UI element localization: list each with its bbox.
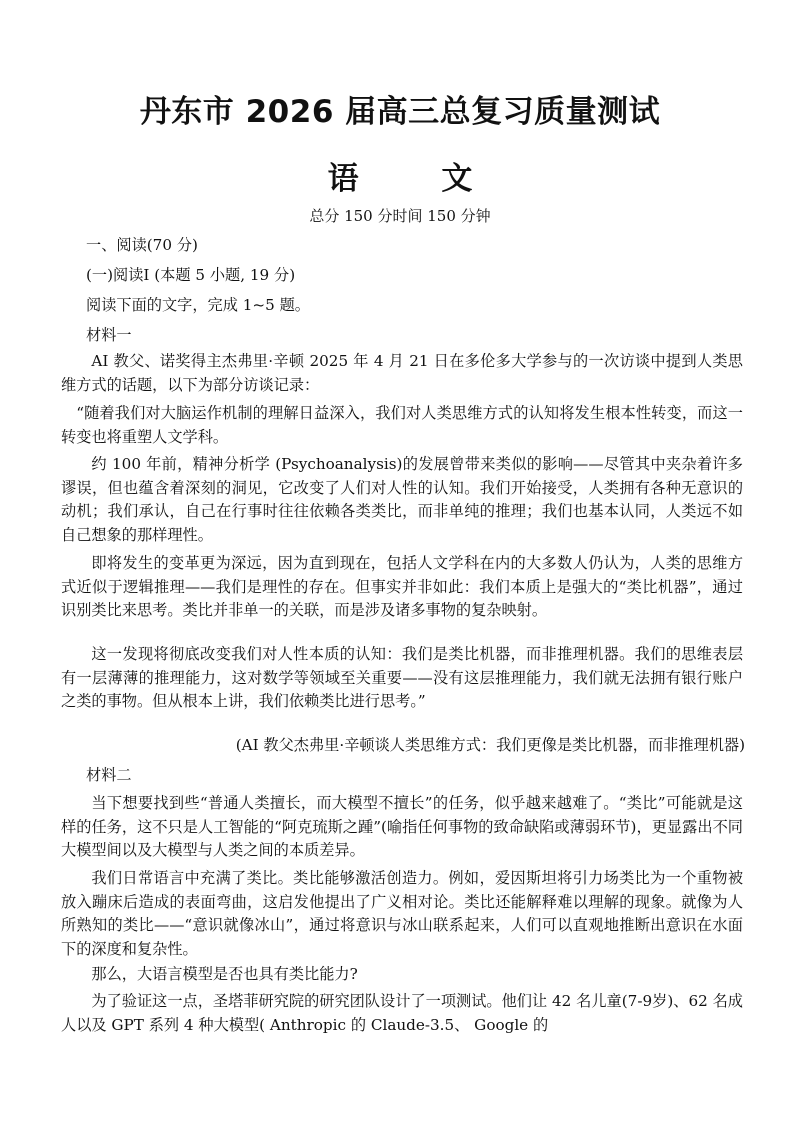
material2-paragraph: 那么，大语言模型是否也具有类比能力? [91,965,358,983]
material1-paragraph: 约 100 年前，精神分析学 (Psychoanalysis)的发展曾带来类似的影响——尽管其中夹杂着许多谬误，但也蕴含着深刻的洞见，它改变了人们对人性的认知。我们开始接受，人类拥有各种无意识的动机；我们承认，自己在行事时往往依赖各类类比，而非单纯的推理；我们也基本认同，人类远不如自己想象的那样理性。 [61,455,743,544]
section-subheading: (一)阅读Ⅰ (本题 5 小题, 19 分) [86,266,296,284]
material2-paragraph: 为了验证这一点，圣塔菲研究院的研究团队设计了一项测试。他们让 42 名儿童(7-9岁)、62 名成人以及 GPT 系列 4 种大模型( Anthropic 的 Claude-3.5、 Google 的 [61,992,743,1034]
material1-source: (AI 教父杰弗里·辛顿谈人类思维方式：我们更像是类比机器，而非推理机器) [235,736,745,754]
exam-title: 丹东市 2026 届高三总复习质量测试 [139,94,661,130]
material1-paragraph: “随着我们对大脑运作机制的理解日益深入，我们对人类思维方式的认知将发生根本性转变，而这一转变也将重塑人文学科。 [61,404,743,446]
material1-label: 材料一 [86,326,132,344]
subject-heading: 语 文 [327,161,495,197]
material1-paragraph: AI 教父、诺奖得主杰弗里·辛顿 2025 年 4 月 21 日在多伦多大学参与的一次访谈中提到人类思维方式的话题，以下为部分访谈记录： [61,352,743,394]
material2-paragraph: 我们日常语言中充满了类比。类比能够激活创造力。例如，爱因斯坦将引力场类比为一个重物被放入蹦床后造成的表面弯曲，这启发他提出了广义相对论。类比还能解释难以理解的现象。就像为人所熟知的类比——“意识就像冰山”，通过将意识与冰山联系起来，人们可以直观地推断出意识在水面下的深度和复杂性。 [61,869,743,958]
material1-paragraph: 这一发现将彻底改变我们对人性本质的认知：我们是类比机器，而非推理机器。我们的思维表层有一层薄薄的推理能力，这对数学等领域至关重要——没有这层推理能力，我们就无法拥有银行账户之类的事物。但从根本上讲，我们依赖类比进行思考。” [61,645,743,710]
material2-label: 材料二 [86,766,132,784]
instruction-text: 阅读下面的文字，完成 1~5 题。 [86,296,310,314]
material1-paragraph: 即将发生的变革更为深远，因为直到现在，包括人文学科在内的大多数人仍认为，人类的思维方式近似于逻辑推理——我们是理性的存在。但事实并非如此：我们本质上是强大的“类比机器”，通过识别类比来思考。类比并非单一的关联，而是涉及诸多事物的复杂映射。 [61,554,743,619]
exam-meta: 总分 150 分时间 150 分钟 [309,207,491,225]
material2-paragraph: 当下想要找到些“普通人类擅长，而大模型不擅长”的任务，似乎越来越难了。“类比”可能就是这样的任务，这不只是人工智能的“阿克琉斯之踵”(喻指任何事物的致命缺陷或薄弱环节)，更显露出不同大模型间以及大模型与人类之间的本质差异。 [61,794,743,859]
section-heading: 一、阅读(70 分) [86,236,198,254]
